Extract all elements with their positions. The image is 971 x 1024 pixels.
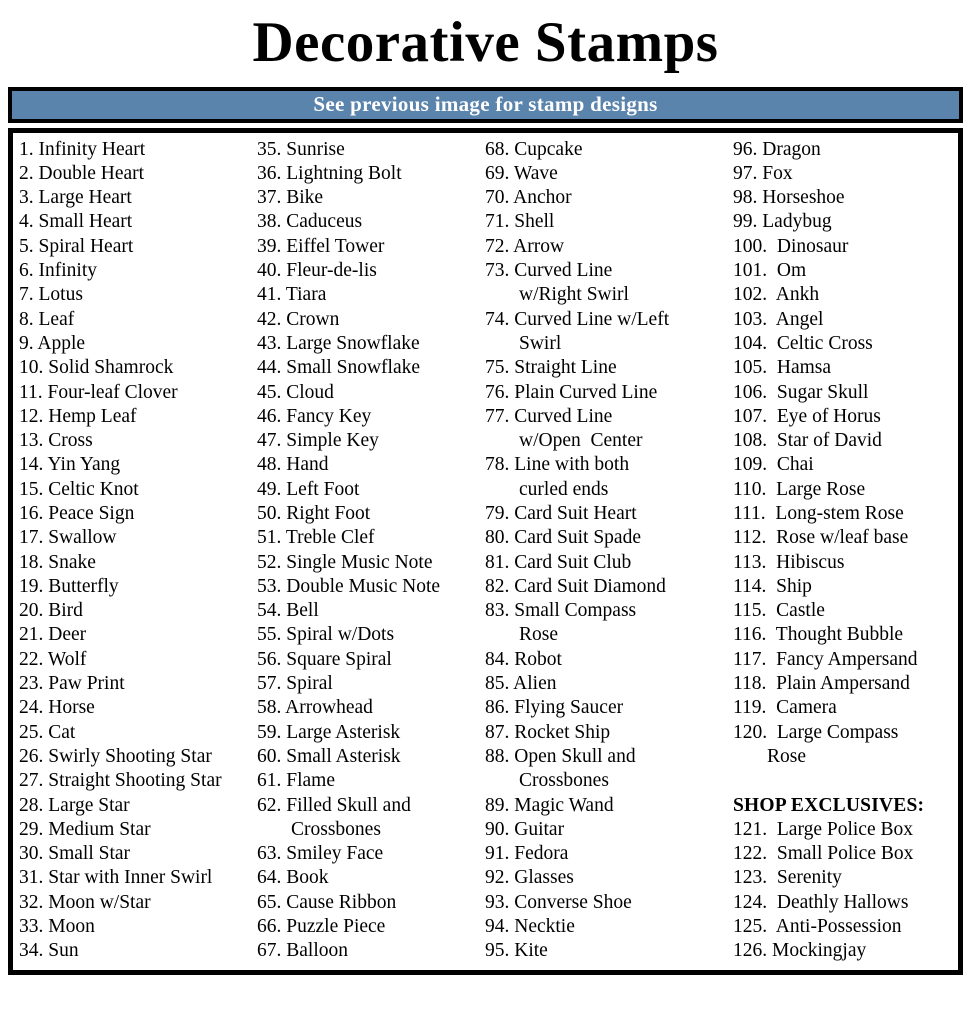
stamp-column-2 — [257, 138, 485, 970]
list-item — [733, 162, 958, 186]
list-item — [485, 891, 733, 915]
item-line: 46. Fancy Key — [257, 405, 372, 427]
list-item — [19, 721, 257, 745]
list-item — [257, 575, 485, 599]
item-line: 117. Fancy Ampersand — [733, 648, 918, 670]
list-item — [485, 721, 733, 745]
item-line: 17. Swallow — [19, 527, 117, 549]
item-line: 100. Dinosaur — [733, 235, 849, 257]
item-line: 121. Large Police Box — [733, 818, 913, 840]
item-line: 105. Hamsa — [733, 357, 832, 379]
item-line: 93. Converse Shoe — [485, 891, 632, 913]
item-line: 92. Glasses — [485, 867, 574, 889]
list-item — [19, 842, 257, 866]
list-item — [257, 599, 485, 623]
list-item — [733, 381, 958, 405]
item-line: 45. Cloud — [257, 381, 334, 403]
item-line: 101. Om — [733, 260, 807, 282]
list-item — [19, 623, 257, 647]
list-item — [733, 842, 958, 866]
item-line: 82. Card Suit Diamond — [485, 575, 666, 597]
item-line: 102. Ankh — [733, 284, 820, 306]
item-line: 122. Small Police Box — [733, 843, 914, 865]
list-item — [733, 866, 958, 890]
item-line: 75. Straight Line — [485, 357, 617, 379]
item-line: 74. Curved Line w/Left — [485, 308, 670, 330]
list-item — [733, 526, 958, 550]
list-item — [19, 210, 257, 234]
list-item — [19, 794, 257, 818]
item-line: 20. Bird — [19, 600, 83, 622]
list-item — [257, 356, 485, 380]
stamp-column-1 — [19, 138, 257, 970]
item-line: 112. Rose w/leaf base — [733, 527, 909, 549]
item-line: 37. Bike — [257, 187, 324, 209]
item-line: 67. Balloon — [257, 940, 348, 962]
item-line: 62. Filled Skull and — [257, 794, 411, 816]
item-line: 124. Deathly Hallows — [733, 891, 909, 913]
list-item — [733, 356, 958, 380]
list-item — [733, 138, 958, 162]
item-line: 7. Lotus — [19, 284, 83, 306]
item-line: 99. Ladybug — [733, 211, 832, 233]
item-line: 87. Rocket Ship — [485, 721, 611, 743]
list-item — [485, 551, 733, 575]
list-item — [19, 939, 257, 963]
list-item — [19, 283, 257, 307]
list-item — [257, 915, 485, 939]
item-line: 89. Magic Wand — [485, 794, 614, 816]
item-line: 49. Left Foot — [257, 478, 360, 500]
item-line: 48. Hand — [257, 454, 329, 476]
item-line: 9. Apple — [19, 332, 86, 354]
item-line: 77. Curved Line — [485, 405, 613, 427]
item-line: 32. Moon w/Star — [19, 891, 151, 913]
list-item — [19, 429, 257, 453]
list-item — [257, 794, 485, 843]
item-line: 90. Guitar — [485, 818, 565, 840]
item-line: 72. Arrow — [485, 235, 565, 257]
item-continuation-line: Crossbones — [291, 818, 381, 840]
item-line: 64. Book — [257, 867, 329, 889]
item-continuation-line: Swirl — [519, 332, 562, 354]
list-item — [733, 648, 958, 672]
list-item — [733, 478, 958, 502]
list-item — [257, 429, 485, 453]
list-item — [19, 599, 257, 623]
item-line: 31. Star with Inner Swirl — [19, 867, 213, 889]
item-line: 119. Camera — [733, 697, 837, 719]
item-line: 47. Simple Key — [257, 430, 379, 452]
item-line: 84. Robot — [485, 648, 562, 670]
list-item — [733, 308, 958, 332]
item-line: 85. Alien — [485, 673, 557, 695]
list-item — [733, 332, 958, 356]
list-item — [257, 526, 485, 550]
item-line: 54. Bell — [257, 600, 319, 622]
item-line: 115. Castle — [733, 600, 825, 622]
list-item — [485, 818, 733, 842]
list-item — [19, 915, 257, 939]
list-item — [485, 502, 733, 526]
item-line: 30. Small Star — [19, 843, 131, 865]
list-item — [485, 648, 733, 672]
item-continuation-line: Crossbones — [519, 770, 609, 792]
list-item — [733, 672, 958, 696]
list-item — [485, 259, 733, 308]
item-continuation-line: Rose — [767, 745, 806, 767]
item-line: 76. Plain Curved Line — [485, 381, 658, 403]
item-line: 34. Sun — [19, 940, 79, 962]
list-item — [257, 283, 485, 307]
item-line: 68. Cupcake — [485, 138, 583, 160]
item-continuation-line: w/Open Center — [519, 430, 643, 452]
list-item — [257, 721, 485, 745]
item-line: 10. Solid Shamrock — [19, 357, 174, 379]
item-line: 41. Tiara — [257, 284, 327, 306]
item-line: 5. Spiral Heart — [19, 235, 134, 257]
list-item — [19, 138, 257, 162]
list-item — [733, 599, 958, 623]
item-line: 70. Anchor — [485, 187, 572, 209]
list-item — [19, 575, 257, 599]
item-line: 19. Butterfly — [19, 575, 119, 597]
list-item — [733, 721, 958, 770]
list-item — [485, 308, 733, 357]
list-item — [19, 332, 257, 356]
item-line: 111. Long-stem Rose — [733, 503, 904, 524]
list-item — [257, 939, 485, 963]
list-item — [485, 186, 733, 210]
list-item — [19, 162, 257, 186]
item-line: 26. Swirly Shooting Star — [19, 745, 212, 767]
list-item — [19, 551, 257, 575]
list-item — [257, 138, 485, 162]
item-line: 12. Hemp Leaf — [19, 405, 137, 427]
item-line: 55. Spiral w/Dots — [257, 624, 395, 646]
item-line: 98. Horseshoe — [733, 187, 845, 209]
item-line: 125. Anti-Possession — [733, 916, 902, 938]
list-item — [485, 866, 733, 890]
list-item — [733, 210, 958, 234]
item-line: 81. Card Suit Club — [485, 551, 632, 573]
item-line: 18. Snake — [19, 551, 96, 573]
item-continuation-line: Rose — [519, 624, 558, 646]
list-item — [733, 235, 958, 259]
item-line: 66. Puzzle Piece — [257, 916, 386, 938]
item-line: 25. Cat — [19, 721, 76, 743]
item-line: 126. Mockingjay — [733, 940, 867, 962]
item-line: 80. Card Suit Spade — [485, 527, 641, 549]
item-line: 36. Lightning Bolt — [257, 162, 402, 184]
list-item — [733, 502, 958, 526]
item-line: 38. Caduceus — [257, 211, 363, 233]
item-line: 71. Shell — [485, 211, 555, 233]
list-item — [733, 623, 958, 647]
list-item — [485, 453, 733, 502]
banner-text: See previous image for stamp designs — [313, 92, 658, 117]
list-item — [733, 696, 958, 720]
item-line: 86. Flying Saucer — [485, 697, 624, 719]
list-item — [733, 818, 958, 842]
list-item — [19, 769, 257, 793]
list-item — [733, 939, 958, 963]
list-item — [733, 283, 958, 307]
item-line: 58. Arrowhead — [257, 697, 373, 719]
list-item — [733, 405, 958, 429]
item-line: 61. Flame — [257, 770, 335, 792]
item-line: 60. Small Asterisk — [257, 745, 401, 767]
list-item — [257, 648, 485, 672]
list-item — [733, 915, 958, 939]
item-line: 91. Fedora — [485, 843, 569, 865]
list-item — [257, 210, 485, 234]
stamp-list — [8, 128, 963, 975]
list-item — [485, 745, 733, 794]
list-item — [19, 186, 257, 210]
item-line: 29. Medium Star — [19, 818, 151, 840]
list-item — [19, 453, 257, 477]
list-item — [257, 696, 485, 720]
list-item — [19, 696, 257, 720]
item-line: 123. Serenity — [733, 867, 842, 889]
list-item — [257, 623, 485, 647]
item-line: 33. Moon — [19, 916, 95, 938]
item-line: 11. Four-leaf Clover — [19, 381, 178, 403]
item-line: 43. Large Snowflake — [257, 332, 420, 354]
item-line: 35. Sunrise — [257, 138, 345, 160]
item-line: 110. Large Rose — [733, 478, 866, 500]
item-line: 106. Sugar Skull — [733, 381, 869, 403]
item-line: 4. Small Heart — [19, 211, 133, 233]
list-item — [19, 891, 257, 915]
list-item — [485, 915, 733, 939]
list-item — [733, 551, 958, 575]
item-continuation-line: w/Right Swirl — [519, 284, 629, 306]
item-line: 51. Treble Clef — [257, 527, 375, 549]
item-line: 107. Eye of Horus — [733, 405, 881, 427]
list-item — [257, 405, 485, 429]
list-item — [19, 648, 257, 672]
item-line: 78. Line with both — [485, 454, 630, 476]
list-item — [485, 162, 733, 186]
item-line: 88. Open Skull and — [485, 745, 636, 767]
list-item — [257, 551, 485, 575]
list-item — [19, 745, 257, 769]
item-line: 21. Deer — [19, 624, 87, 646]
item-line: 44. Small Snowflake — [257, 357, 421, 379]
list-item — [19, 818, 257, 842]
item-line: 24. Horse — [19, 697, 95, 719]
list-item — [485, 138, 733, 162]
item-line: 39. Eiffel Tower — [257, 235, 385, 257]
item-line: 83. Small Compass — [485, 600, 637, 622]
list-item — [19, 308, 257, 332]
item-line: 69. Wave — [485, 162, 558, 184]
item-line: 56. Square Spiral — [257, 648, 392, 670]
item-line: 116. Thought Bubble — [733, 624, 904, 646]
item-line: 40. Fleur-de-lis — [257, 260, 377, 282]
list-item — [19, 672, 257, 696]
list-item — [485, 356, 733, 380]
item-line: 109. Chai — [733, 454, 814, 476]
list-item — [257, 478, 485, 502]
list-item — [257, 453, 485, 477]
item-continuation-line: curled ends — [519, 478, 609, 500]
list-item — [257, 842, 485, 866]
list-item — [19, 526, 257, 550]
item-line: 52. Single Music Note — [257, 551, 433, 573]
list-item — [19, 478, 257, 502]
item-line: 108. Star of David — [733, 430, 882, 452]
stamp-column-3 — [485, 138, 733, 970]
list-item — [257, 235, 485, 259]
item-line: 97. Fox — [733, 162, 793, 184]
list-item — [257, 381, 485, 405]
item-line: 22. Wolf — [19, 648, 87, 670]
page-title: Decorative Stamps — [252, 11, 719, 74]
item-line: 94. Necktie — [485, 916, 575, 938]
list-item — [733, 453, 958, 477]
list-item — [19, 235, 257, 259]
list-item — [485, 599, 733, 648]
list-item — [485, 842, 733, 866]
list-item — [733, 429, 958, 453]
item-line: 63. Smiley Face — [257, 843, 384, 865]
item-line: 114. Ship — [733, 575, 812, 597]
item-line: 16. Peace Sign — [19, 503, 135, 524]
list-item — [257, 866, 485, 890]
item-line: 23. Paw Print — [19, 673, 125, 695]
item-line: 103. Angel — [733, 308, 824, 330]
list-item — [257, 502, 485, 526]
item-line: 96. Dragon — [733, 138, 821, 160]
item-line: 120. Large Compass — [733, 721, 899, 743]
item-line: 27. Straight Shooting Star — [19, 770, 222, 792]
list-item — [485, 210, 733, 234]
item-line: 53. Double Music Note — [257, 575, 441, 597]
item-line: 95. Kite — [485, 940, 548, 962]
item-line: 79. Card Suit Heart — [485, 503, 637, 524]
list-item — [19, 259, 257, 283]
item-line: 6. Infinity — [19, 260, 97, 282]
list-item — [733, 575, 958, 599]
item-line: 3. Large Heart — [19, 187, 132, 209]
list-item — [485, 526, 733, 550]
item-line: 15. Celtic Knot — [19, 478, 139, 500]
list-item — [19, 866, 257, 890]
list-item — [19, 356, 257, 380]
spacer — [733, 769, 958, 793]
list-item — [19, 405, 257, 429]
list-item — [485, 672, 733, 696]
item-line: 104. Celtic Cross — [733, 332, 873, 354]
item-line: 59. Large Asterisk — [257, 721, 401, 743]
item-line: 42. Crown — [257, 308, 340, 330]
list-item — [257, 186, 485, 210]
list-item — [257, 891, 485, 915]
list-item — [733, 891, 958, 915]
list-item — [733, 186, 958, 210]
item-line: 73. Curved Line — [485, 260, 613, 282]
list-item — [485, 381, 733, 405]
item-line: 13. Cross — [19, 430, 93, 452]
stamp-column-4 — [733, 138, 958, 970]
list-item — [485, 405, 733, 454]
list-item — [257, 332, 485, 356]
list-item — [19, 381, 257, 405]
item-line: 65. Cause Ribbon — [257, 891, 397, 913]
item-line: 8. Leaf — [19, 308, 75, 330]
item-line: 113. Hibiscus — [733, 551, 845, 573]
list-item — [485, 235, 733, 259]
list-item — [485, 696, 733, 720]
list-item — [257, 259, 485, 283]
list-item — [257, 308, 485, 332]
item-line: 1. Infinity Heart — [19, 138, 146, 160]
list-item — [485, 794, 733, 818]
list-item — [257, 672, 485, 696]
item-line: 57. Spiral — [257, 673, 333, 695]
list-item — [19, 502, 257, 526]
banner — [8, 87, 963, 123]
item-line: 28. Large Star — [19, 794, 130, 816]
item-line: 118. Plain Ampersand — [733, 673, 910, 695]
list-item — [257, 162, 485, 186]
item-line: 2. Double Heart — [19, 162, 145, 184]
list-item — [485, 939, 733, 963]
list-item — [485, 575, 733, 599]
list-item — [257, 769, 485, 793]
section-header: SHOP EXCLUSIVES: — [733, 794, 925, 816]
item-line: 50. Right Foot — [257, 503, 371, 524]
item-line: 14. Yin Yang — [19, 454, 121, 476]
list-item — [257, 745, 485, 769]
list-item — [733, 259, 958, 283]
